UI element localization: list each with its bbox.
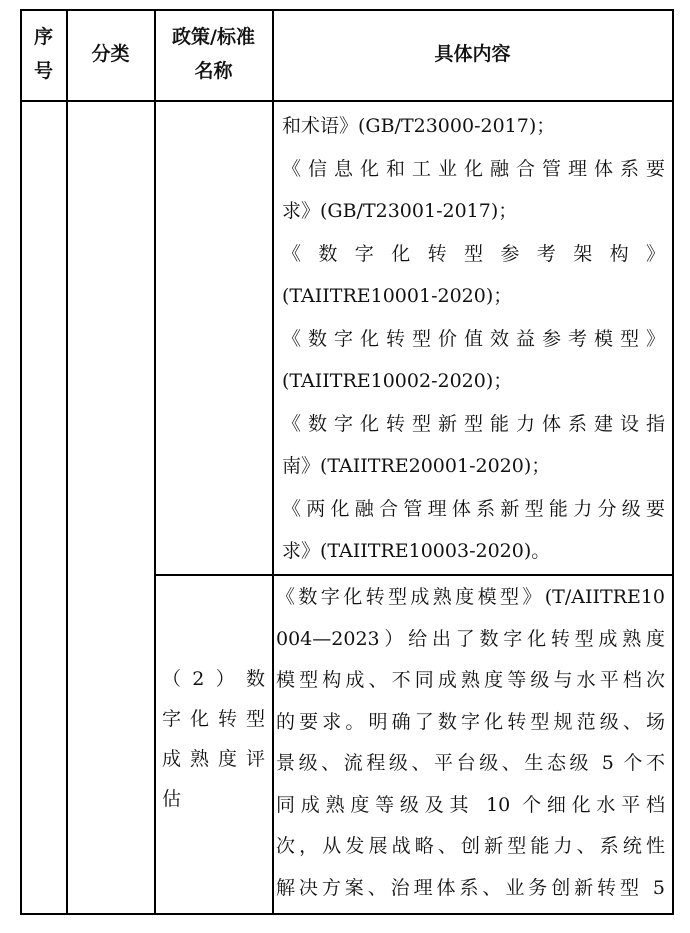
table-border-top: [20, 9, 674, 11]
row2-policy-name: [162, 659, 265, 819]
content-line: 解决方案、治理体系、业务创新转型 5: [276, 876, 665, 899]
content-line: (TAIITRE10001-2020)；: [282, 285, 513, 307]
content-line: 004—2023）给出了数字化转型成熟度: [276, 627, 665, 650]
content-line: (TAIITRE10002-2020)；: [282, 370, 513, 392]
header-content: 具体内容: [434, 43, 511, 65]
col-divider-1: [66, 9, 68, 914]
table-border-left: [20, 9, 22, 914]
header-category: 分类: [91, 43, 130, 65]
header-index-line: 序: [33, 26, 53, 48]
content-line: 和术语》(GB/T23000-2017)；: [282, 115, 556, 137]
row-divider: [154, 574, 674, 576]
col-divider-3: [272, 9, 274, 914]
content-line: 模型构成、不同成熟度等级与水平档次: [276, 669, 665, 691]
content-line: 的要求。明确了数字化转型规范级、场: [276, 710, 665, 733]
content-line: 景级、流程级、平台级、生态级 5 个不: [276, 752, 665, 774]
content-line: 《数字化转型价值效益参考模型》: [282, 327, 665, 350]
content-line: 《数字化转型新型能力体系建设指: [282, 412, 665, 435]
name-line: （2）数: [162, 668, 265, 690]
header-index-line: 号: [33, 60, 53, 82]
content-line: 《信息化和工业化融合管理体系要: [282, 157, 665, 180]
name-line: 成熟度评: [162, 748, 265, 770]
header-policy-name: [155, 20, 272, 88]
content-line: 求》(TAIITRE10003-2020)。: [282, 540, 551, 562]
content-line: 求》(GB/T23001-2017)；: [282, 200, 518, 222]
content-line: 《两化融合管理体系新型能力分级要: [282, 497, 665, 520]
header-index: [21, 20, 66, 88]
header-policy-line: 政策/标准: [172, 26, 255, 48]
name-line: 字化转型: [162, 708, 265, 730]
row2-content: [276, 577, 665, 909]
name-line: 估: [162, 788, 182, 810]
content-line: 同成熟度等级及其 10 个细化水平档: [276, 793, 665, 816]
content-line: 次，从发展战略、创新型能力、系统性: [276, 835, 665, 857]
content-line: 《数字化转型成熟度模型》(T/AIITRE10: [276, 586, 665, 608]
content-line: 《 数 字 化 转 型 参 考 架 构 》: [282, 242, 665, 265]
table-border-bottom: [20, 913, 674, 915]
col-divider-2: [154, 9, 156, 914]
header-policy-line: 名称: [194, 60, 233, 82]
content-line: 南》(TAIITRE20001-2020)；: [282, 455, 551, 477]
table-border-right: [672, 9, 674, 914]
standards-table: [20, 9, 674, 914]
header-divider: [20, 100, 674, 102]
row1-content: [282, 105, 665, 573]
